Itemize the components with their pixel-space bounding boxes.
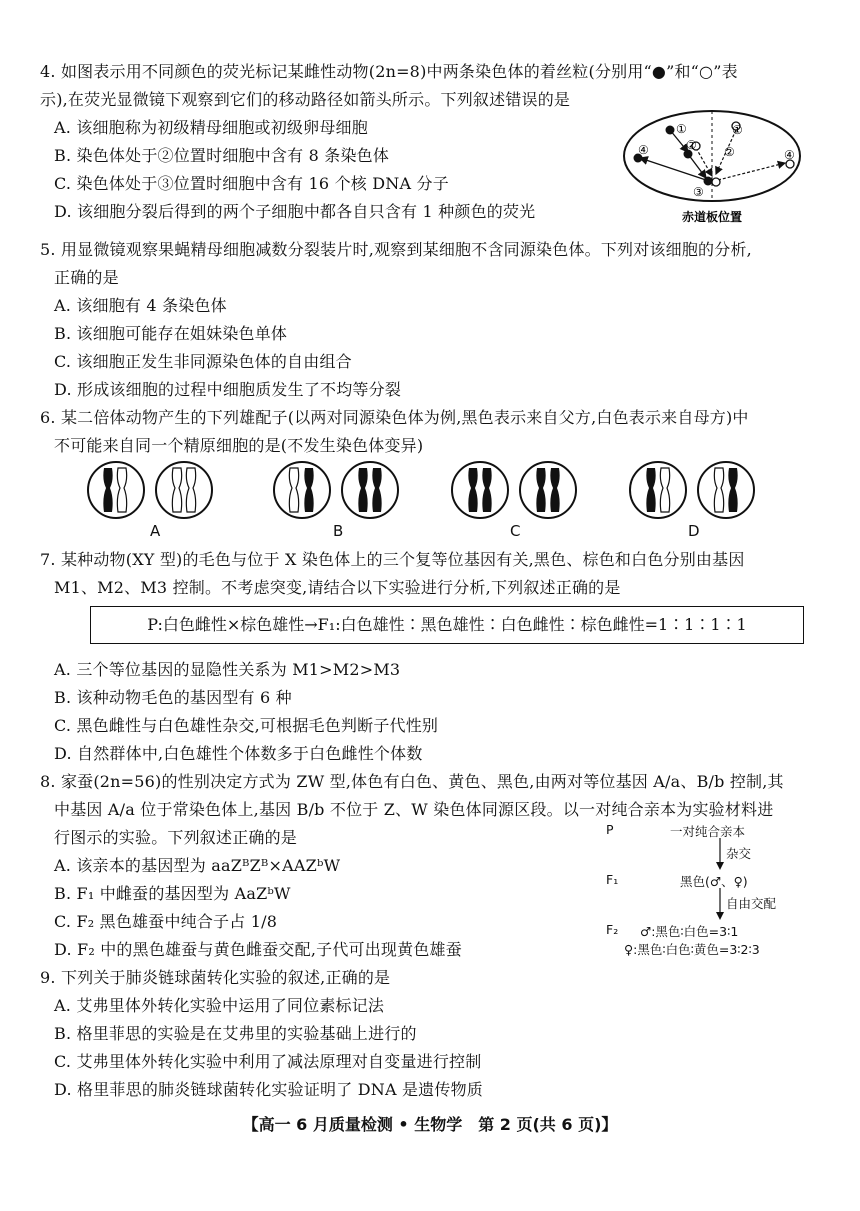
gamete-c-2 (520, 462, 576, 518)
fig-label: ③ (693, 185, 704, 199)
q4-stem-line2: 示),在荧光显微镜下观察到它们的移动路径如箭头所示。下列叙述错误的是 (40, 90, 571, 109)
q7-option-b: B. 该种动物毛色的基因型有 6 种 (54, 688, 292, 707)
q4-option-a: A. 该细胞称为初级精母细胞或初级卵母细胞 (54, 118, 368, 137)
q8-option-b: B. F₁ 中雌蚕的基因型为 AaZᵇW (54, 884, 291, 903)
gamete-a-1 (88, 462, 144, 518)
q9-option-a: A. 艾弗里体外转化实验中运用了同位素标记法 (54, 996, 385, 1015)
q5-stem-line1: 5. 用显微镜观察果蝇精母细胞减数分裂装片时,观察到某细胞不含同源染色体。下列对该细胞的分析, (40, 240, 752, 259)
fig-label: ① (676, 122, 687, 136)
q4-option-b: B. 染色体处于②位置时细胞中含有 8 条染色体 (54, 146, 390, 165)
black-centromere (704, 177, 713, 186)
q8-stem-line1: 8. 家蚕(2n=56)的性别决定方式为 ZW 型,体色有白色、黄色、黑色,由两对等位基因 A/a、B/b 控制,其 (40, 772, 784, 791)
white-centromere (712, 178, 720, 186)
q8-f2-female: ♀:黑色∶白色∶黄色=3∶2∶3 (624, 942, 760, 957)
q8-arrow-1 (714, 838, 726, 870)
q7-stem-line1: 7. 某种动物(XY 型)的毛色与位于 X 染色体上的三个复等位基因有关,黑色、棕色和白色分别由基因 (40, 550, 745, 569)
fig-label: ② (686, 138, 697, 152)
q7-stem-line2: M1、M2、M3 控制。不考虑突变,请结合以下实验进行分析,下列叙述正确的是 (54, 578, 621, 597)
q8-stem-line3: 行图示的实验。下列叙述正确的是 (54, 828, 298, 847)
gamete-d-2 (698, 462, 754, 518)
q6-label-c: C (510, 522, 521, 540)
q6-label-a: A (150, 522, 161, 540)
q8-f1-text: 黑色(♂、♀) (680, 874, 748, 889)
q4-option-d: D. 该细胞分裂后得到的两个子细胞中都各自只含有 1 种颜色的荧光 (54, 202, 536, 221)
black-centromere (666, 126, 675, 135)
q9-option-c: C. 艾弗里体外转化实验中利用了减法原理对自变量进行控制 (54, 1052, 482, 1071)
q5-option-b: B. 该细胞可能存在姐妹染色单体 (54, 324, 288, 343)
q5-stem-line2: 正确的是 (54, 268, 119, 287)
q5-option-c: C. 该细胞正发生非同源染色体的自由组合 (54, 352, 352, 371)
page-footer: 【高一 6 月质量检测 • 生物学 第 2 页(共 6 页)】 (242, 1115, 618, 1134)
gamete-b-1 (274, 462, 330, 518)
q6-label-d: D (688, 522, 700, 540)
q7-option-d: D. 自然群体中,白色雄性个体数多于白色雌性个体数 (54, 744, 423, 763)
fig-label: ④ (784, 148, 795, 162)
fig-label: ① (732, 123, 743, 137)
q8-option-d: D. F₂ 中的黑色雄蚕与黄色雌蚕交配,子代可出现黄色雄蚕 (54, 940, 462, 959)
q9-stem: 9. 下列关于肺炎链球菌转化实验的叙述,正确的是 (40, 968, 391, 987)
q9-option-d: D. 格里菲思的肺炎链球菌转化实验证明了 DNA 是遗传物质 (54, 1080, 483, 1099)
q8-arrow-2 (714, 888, 726, 920)
q6-stem-line1: 6. 某二倍体动物产生的下列雄配子(以两对同源染色体为例,黑色表示来自父方,白色表示来自母方)中 (40, 408, 749, 427)
q6-gametes-figure (80, 458, 780, 522)
question-7 (40, 546, 745, 602)
q8-stem-line2: 中基因 A/a 位于常染色体上,基因 B/b 不位于 Z、W 染色体同源区段。以一对纯合亲本为实验材料进 (54, 800, 774, 819)
q8-p-label: P (606, 822, 614, 837)
q8-f1-label: F₁ (606, 872, 619, 887)
gamete-c-1 (452, 462, 508, 518)
fig-label: ② (724, 145, 735, 159)
question-5 (40, 236, 752, 404)
gamete-d-1 (630, 462, 686, 518)
q4-cell-figure (620, 108, 810, 226)
q6-label-b: B (333, 522, 344, 540)
q8-p-text: 一对纯合亲本 (670, 824, 746, 839)
question-9 (40, 964, 483, 1104)
q6-stem-line2: 不可能来自同一个精原细胞的是(不发生染色体变异) (54, 436, 424, 455)
gamete-a-2 (156, 462, 212, 518)
q8-cross1-label: 杂交 (726, 846, 752, 861)
q7-option-a: A. 三个等位基因的显隐性关系为 M1>M2>M3 (54, 660, 401, 679)
q8-option-c: C. F₂ 黑色雄蚕中纯合子占 1/8 (54, 912, 278, 931)
q8-f2-label: F₂ (606, 922, 619, 937)
gamete-b-2 (342, 462, 398, 518)
q8-cross2-label: 自由交配 (726, 896, 777, 911)
q5-option-d: D. 形成该细胞的过程中细胞质发生了不均等分裂 (54, 380, 402, 399)
q4-stem-line1: 4. 如图表示用不同颜色的荧光标记某雌性动物(2n=8)中两条染色体的着丝粒(分别用“●”和“○”表 (40, 62, 738, 81)
q7-options (40, 656, 438, 768)
question-6 (40, 404, 749, 460)
q5-option-a: A. 该细胞有 4 条染色体 (54, 296, 227, 315)
q7-option-c: C. 黑色雌性与白色雄性杂交,可根据毛色判断子代性别 (54, 716, 439, 735)
equator-caption: 赤道板位置 (682, 210, 743, 224)
fig-label: ④ (638, 143, 649, 157)
q8-f2-male: ♂:黑色∶白色=3∶1 (640, 924, 739, 939)
q7-cross-box: P:白色雌性×棕色雄性→F₁:白色雄性∶黑色雄性∶白色雌性∶棕色雌性=1∶1∶1∶1 (90, 606, 804, 644)
q8-option-a: A. 该亲本的基因型为 aaZᴮZᴮ×AAZᵇW (54, 856, 341, 875)
q9-option-b: B. 格里菲思的实验是在艾弗里的实验基础上进行的 (54, 1024, 417, 1043)
q4-option-c: C. 染色体处于③位置时细胞中含有 16 个核 DNA 分子 (54, 174, 449, 193)
